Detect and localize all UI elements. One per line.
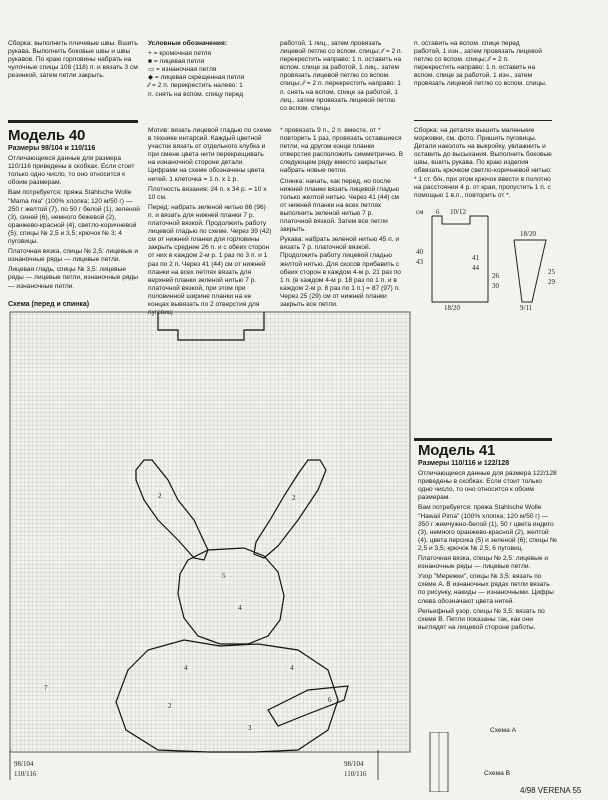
model41-materials: Вам потребуется: пряжа Stahlsche Wolle "Hawaii Pima" (100% хлопка; 120 м/50 г) — 350 г жемчужно-белой (1), 50 г цвета индиго (3), немного оранжево-красной (2), желтой (4), цвета персика (5) и зеленой (6); спицы № 2,5 и 3,5; крючок № 2,5; 6 пуговиц. [418,504,558,552]
svg-text:6: 6 [328,696,332,704]
model40-materials: Вам потребуется: пряжа Stahlsche Wolle "Mama mia" (100% хлопка; 120 м/50 г) — 250 г желтой (7), по 50 г белой (1), зеленой (3), синей (6), немного бежевой (2), оранжево-красной (4), светло-коричневой (5); спицы № 2,5 и 3,5; крючок № 3; 4 пуговицы. [8,189,140,246]
top-text-col1 [8,40,140,82]
legend-item: ◆ = лицевая скрещенная петля [148,74,245,82]
top-text-col4 [414,40,548,91]
model40-gauge: Плотность вязания: 24 п. x 34 р. = 10 x 10 см. [148,185,267,201]
page-footer [520,786,600,796]
svg-text:3: 3 [248,724,252,732]
dim-side-2: 43 [416,258,423,266]
assembly-text: Сборка: выполнить плечевые швы. Вшить рукава. Выполнить боковые швы и швы рукавов. По краю горловины набрать на чулочные спицы 108 (118) п. и вязать 3 см резинкой, затем петли закрыть. [8,40,138,80]
sleeve-side-2: 29 [548,278,555,286]
model40-col3 [280,127,404,311]
model40-stockinette: Лицевая гладь, спицы № 3,5: лицевые ряды — лицевые петли, изнаночные ряды — изнаночные петли. [8,266,138,290]
svg-text:2: 2 [158,492,162,500]
dim-top-2: 10/12 [450,208,466,216]
model41-relief: Рельефный узор, спицы № 3,5: вязать по схеме В. Петли показаны так, как они выглядят на лицевой стороне работы. [418,607,545,631]
model41-paragraph: Отличающиеся данные для размера 122/128 приведены в скобках. Если стоит только одно число, то оно относится к обоим размерам. [418,470,557,502]
model40-garter: Платочная вязка, спицы № 2,5: лицевые и изнаночные ряды — лицевые петли. [8,248,139,264]
svg-text:2: 2 [168,702,172,710]
legend-block [148,40,272,99]
svg-text:7: 7 [44,684,48,692]
sleeve-top: 18/20 [520,230,536,238]
svg-text:4: 4 [184,664,188,672]
section-rule [414,120,552,121]
chart-size-label: 98/104 [14,760,34,768]
svg-text:4: 4 [290,664,294,672]
model40-assembly: Сборка: на деталях вышить маленькие морковки, см. фото. Пришить пуговицы. Детали наколоть на выкройку, увлажнить и оставить до высыхания. Выполнить боковые швы, вшить рукава. По краю изделия обвязать крючком светло-коричневой нитью: * 1 ст. б/н, при этом крючок ввести в полотно на расстоянии 4 р. от края, пропустить 1 п. с помощью 1 в.п., повторить от *. [414,127,552,199]
legend-item: ■ = лицевая петля [148,58,205,66]
top-text-col3 [280,40,404,115]
scheme-a-title: Схема А [490,727,517,734]
svg-text:2: 2 [292,494,296,502]
model40-title: Модель 40 [8,127,86,144]
section-rule [8,120,138,123]
model40-col4 [414,127,554,202]
model41-garter: Платочная вязка, спицы № 2,5: лицевые и изнаночные ряды — лицевые петли. [418,555,549,571]
legend-item: ▭ = изнаночная петля [148,66,217,74]
pattern-schematic [414,202,564,310]
svg-text:5: 5 [222,572,226,580]
chart-size-label: 110/116 [344,770,367,778]
sleeve-side-1: 25 [548,268,555,276]
dim-inner-1: 26 [492,272,499,280]
legend-title: Условные обозначения: [148,40,228,47]
model41-sizes: Размеры 110/116 и 122/128 [418,460,510,467]
dim-top-1: 6 [436,208,440,216]
section-rule [414,438,552,441]
model41-lace: Узор "Мережки", спицы № 3,5: вязать по схеме А. В изнаночных рядах петли вязать по рисунку, накиды — изнаночными. Цифры слева обозначают цвета нитей. [418,573,554,605]
svg-text:4: 4 [238,604,242,612]
dim-side-1: 40 [416,248,423,256]
model40-col2 [148,127,272,319]
model40-sizes: Размеры 98/104 и 110/116 [8,145,96,152]
legend-item: ⁄⁄ = 2 п. перекрестить налево: 1 [148,82,243,90]
scheme-b-title: Схема В [484,770,511,777]
issue-label: 4/98 VERENA [520,786,571,795]
chart-title: Схема (перед и спинка) [8,301,90,308]
knitting-chart [8,310,412,780]
model40-front: Перед: набрать зеленой нитью 86 (96) п. и вязать для нижней планки 7 р. платочной вязкой. Продолжить работу лицевой гладью по схеме. Через 39 (42) см от нижней планки для горловины закрыть средние 26 п. и с обеих сторон от них в каждом 2-м р. 1 раз по 3 п. и 1 раз по 2 п. Через 41 (44) см от нижней планки на всех петлях вязать для верхней планки зеленой нитью 7 р. платочной вязкой, при этом при половинной ширине планки на ее концах вывязать по 2 отверстия для [148,203,272,308]
model41-col [418,442,558,634]
model40-sleeves: Рукава: набрать зеленой нитью 45 п. и вязать 7 р. платочной вязкой. Продолжить работу лицевой гладью желтой нитью. Для скосов прибавить с обеих сторон в каждом 4-м р. 21 раз по 1 п. (в каждом 4-м р. 18 раз по 1 п. и в каждом 2-м р. 8 раз по 1 п.) = 87 (97) п. Через 25 (29) см от нижней планки закрыть все петли. [280,236,401,308]
dim-side-right-2: 44 [472,264,479,272]
legend-item: + = кромочная петля [148,50,212,58]
legend-item: п. снять на вспом. спицу перед [148,90,244,98]
model40-motif: Мотив: вязать лицевой гладью по схеме в технике интарсий. Каждый цветной участок вязать от отдельного клубка и при смене цвета нити перекрещивать на изнаночной стороне детали. Цифрами на схеме обозначены цвета нитей. 1 клеточка = 1 п. x 1 р. [148,127,272,183]
legend-continuation: работой, 1 лиц., затем провязать лицевой петлю со вспом. спицы; ⁄⁄ = 2 п. перекрестить направо: 1 п. оставить на вспом. спице за работой, 1 лиц., затем провязать лицевой петлю со вспом. спицы; ⁄⁄ = 2 п. перекрестить направо: 1 п. снять на вспом. спице за работой, 1 лиц., затем провязать лицевой петлю со вспом. спицы [280,40,403,112]
model41-title: Модель 41 [418,442,496,459]
model40-buttonholes: * провязать 9 п., 2 п. вместе, от * повторить 1 раз, провязать оставшиеся петли, на другом конце планки отверстия расположить симметрично. В следующем ряду вместо закрытых набрать новые петли. [280,127,403,175]
chart-grid [10,312,410,752]
dim-bottom: 18/20 [444,304,460,310]
legend-continuation-2: п. оставить на вспом. спице перед работой, 1 изн., затем провязать лицевой петлю со вспом. спицы; ⁄⁄ = 2 п. перекрестить направо: 1 п. оставить на вспом. спице за работой, 1 изн., затем провязать лицевой петлю со вспом. спицы. [414,40,547,88]
model40-col1 [8,127,142,293]
model40-paragraph: Отличающиеся данные для размера 110/116 приведены в скобках. Если стоит только одно число, то оно относится к обоим размерам. [8,155,135,187]
dim-inner-2: 30 [492,282,499,290]
scheme-a [418,732,478,792]
chart-size-label: 98/104 [344,760,364,768]
chart-size-label: 110/116 [14,770,37,778]
unit-label: см [416,208,424,216]
model40-back: Спинка: начать, как перед, но после нижней планки вязать лицевой гладью только желтой нитью. Через 41 (44) см от нижней планки на всех петлях выполнить зеленой нитью 7 р. платочной вязкой. Затем все петли закрыть. [280,177,400,234]
page-number: 55 [572,786,582,795]
dim-side-right-1: 41 [472,254,479,262]
sleeve-bottom: 9/11 [520,304,533,310]
